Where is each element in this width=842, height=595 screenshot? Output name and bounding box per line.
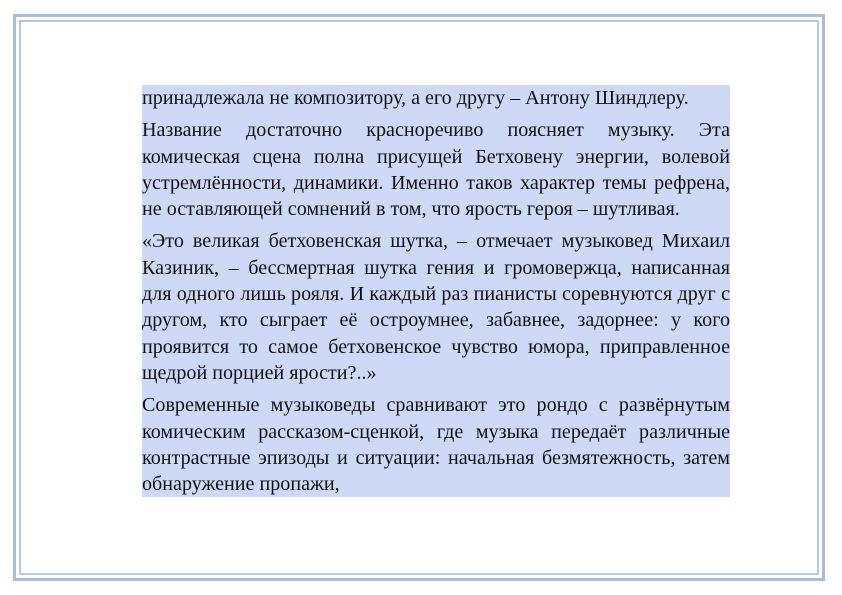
- paragraph-1: принадлежала не композитору, а его другу – Антону Шиндлеру.: [142, 87, 689, 109]
- paragraph-3: «Это великая бетховенская шутка, – отмечает музыковед Михаил Казиник, – бессмертная шутка гения и громовержца, написанная для одного лишь рояля. И каждый раз пианисты соревнуются друг с другом, кто сыграет её остроумнее, забавнее, задорнее: у кого проявится то самое бетховенское чувство юмора, приправленное щедрой порцией ярости?..»: [142, 230, 730, 384]
- paragraph-2: Название достаточно красноречиво поясняет музыку. Эта комическая сцена полна присущей Бетховену энергии, волевой устремлённости, динамики. Именно таков характер темы рефрена, не оставляющей сомнений в том, что ярость героя – шутливая.: [142, 119, 730, 221]
- paragraph-4: Современные музыковеды сравнивают это рондо с развёрнутым комическим рассказом-сценкой, где музыка передаёт различные контрастные эпизоды и ситуации: начальная безмятежность, затем обнаружение пропажи,: [142, 394, 730, 496]
- text-block: [142, 85, 730, 497]
